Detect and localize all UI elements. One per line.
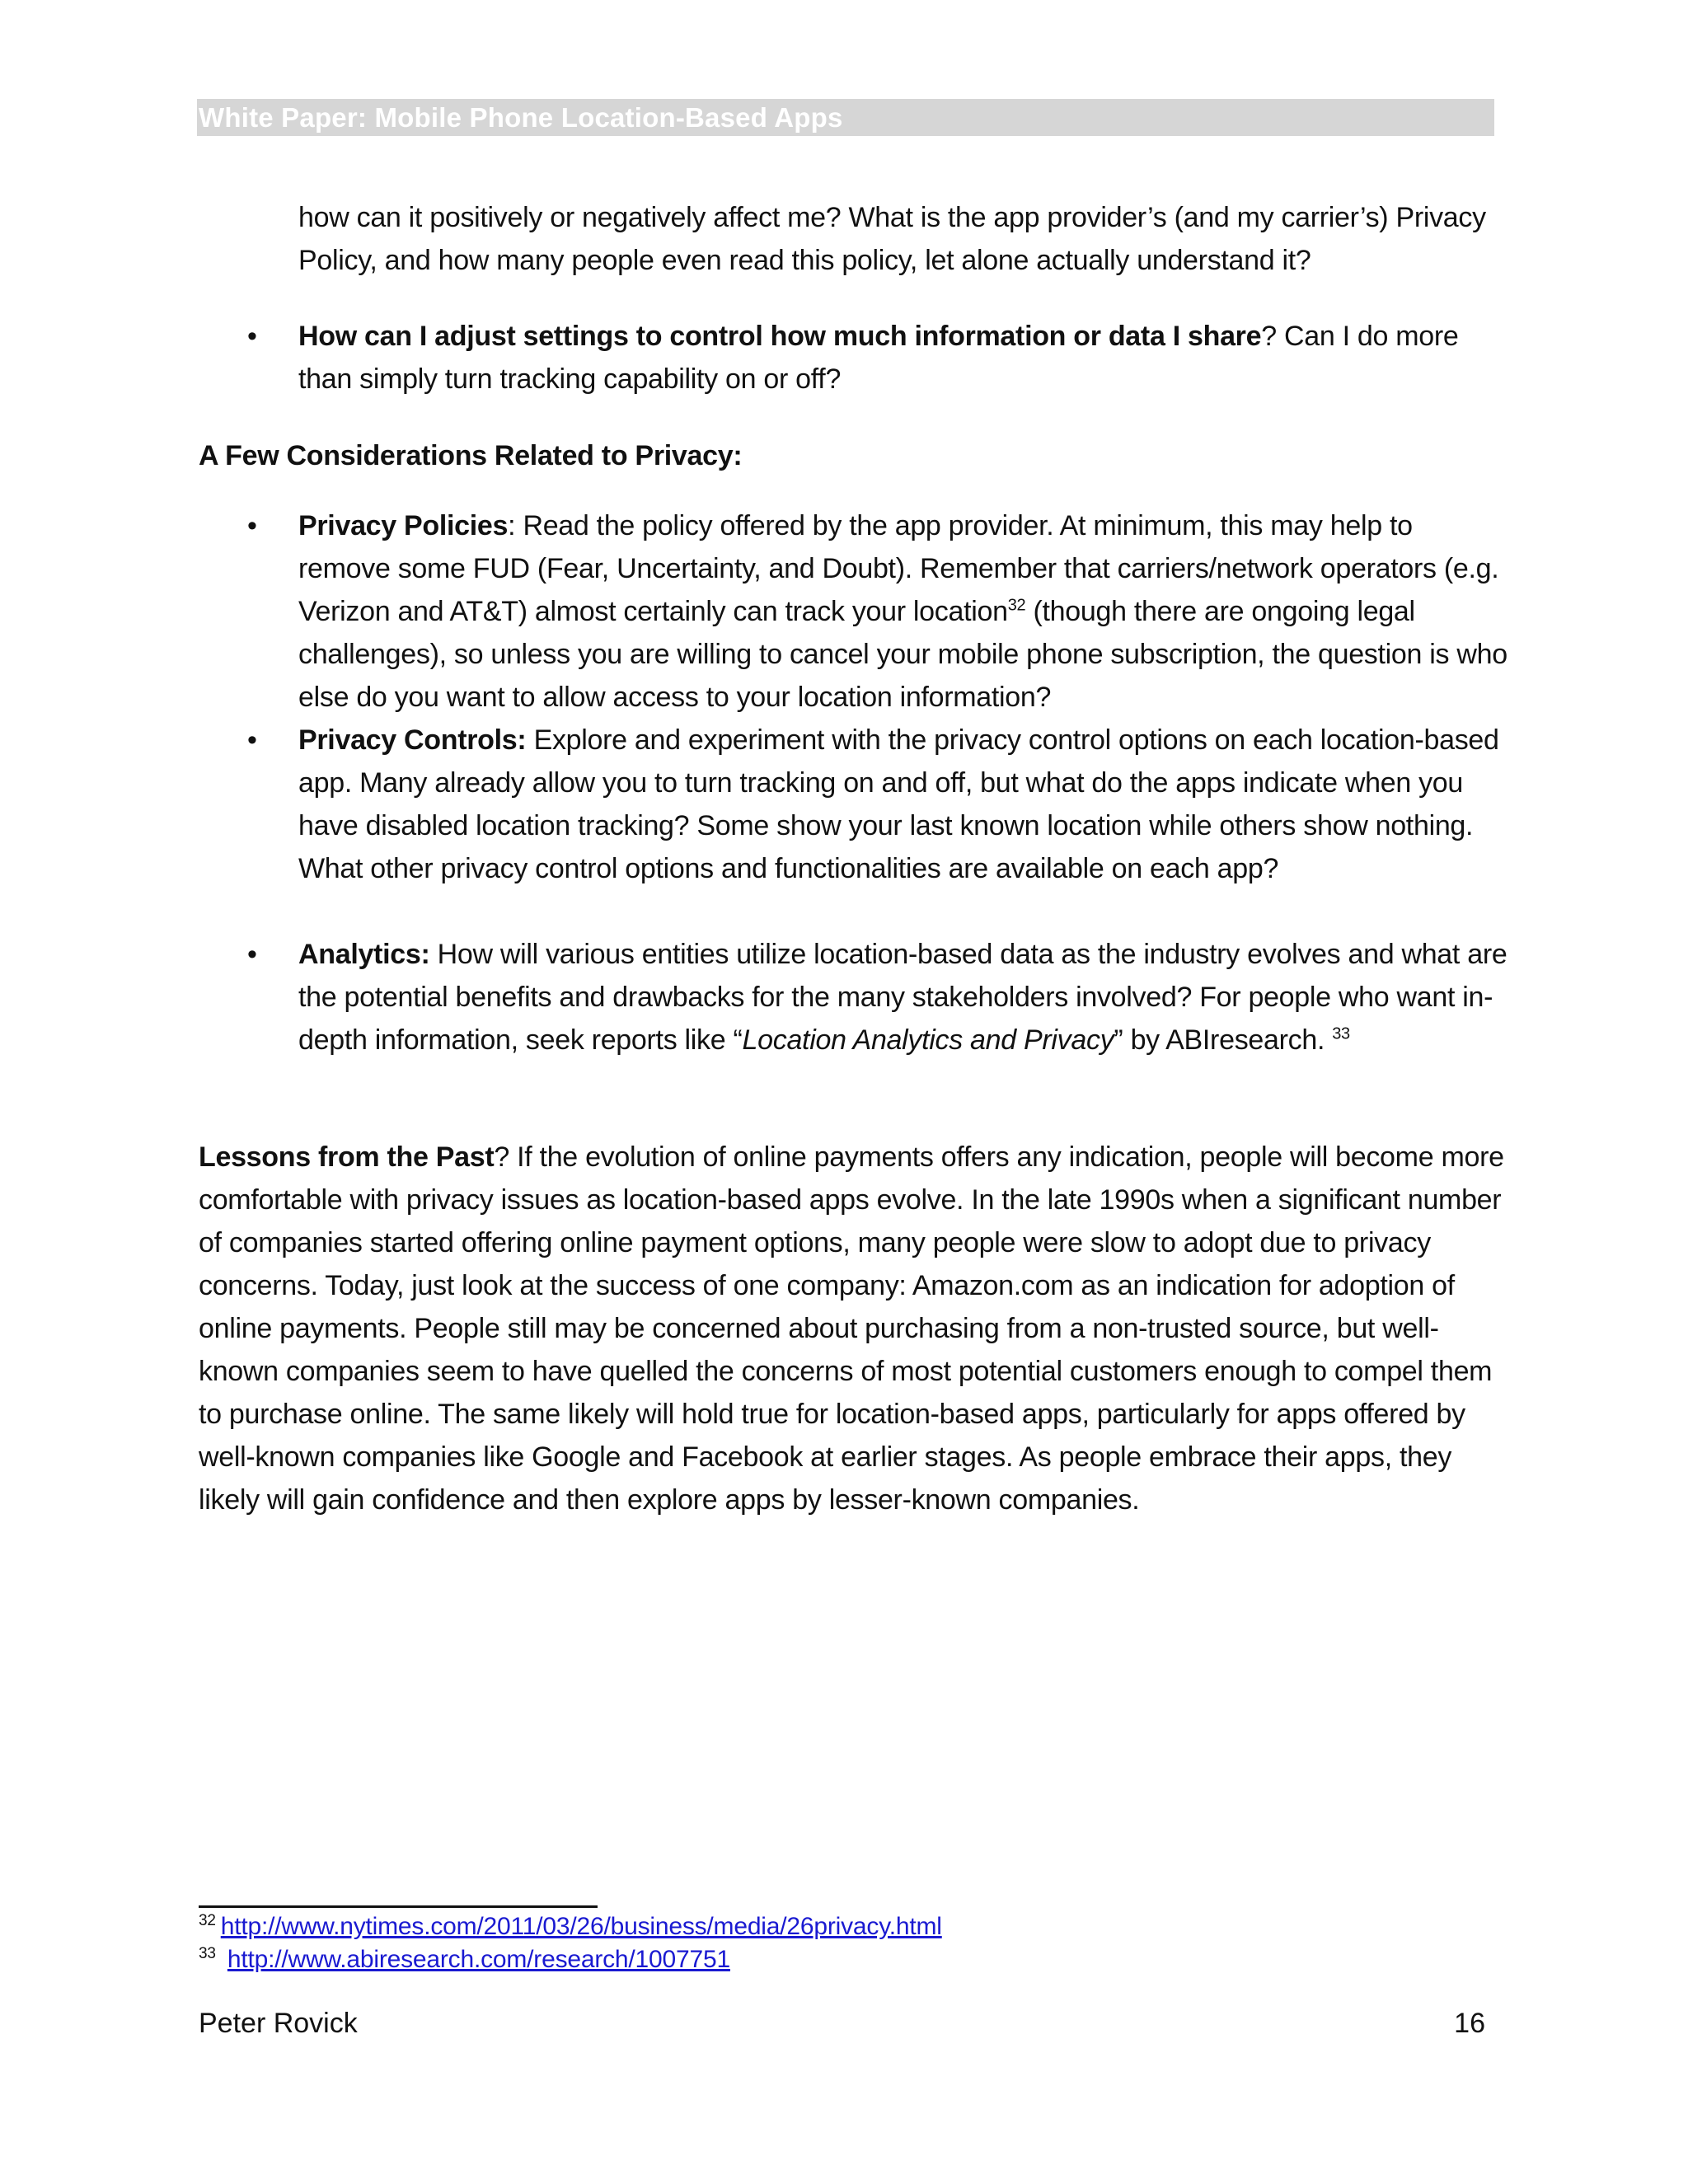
bullet-bold-lead: Privacy Policies	[298, 510, 509, 541]
footnote-ref-32: 32	[1007, 596, 1026, 615]
report-title-italic: Location Analytics and Privacy	[742, 1024, 1114, 1056]
bullet-text: How will various entities utilize location-based data as the industry evolves and what are the potential benefits and drawbacks for the many stakeholders involved? For people who want in-depth information, seek reports like “	[298, 939, 1507, 1056]
bullet-bold-lead: How can I adjust settings to control how much information or data I share	[298, 321, 1262, 352]
lessons-paragraph	[199, 1136, 1511, 1521]
bullet-marker: •	[247, 321, 257, 352]
lessons-bold-lead: Lessons from the Past	[199, 1141, 495, 1173]
bullet-marker: •	[247, 724, 257, 756]
footnote-link-abiresearch[interactable]: http://www.abiresearch.com/research/1007751	[227, 1946, 730, 1973]
continued-bullet-text: how can it positively or negatively affect me? What is the app provider’s (and my carrier’s) Privacy Policy, and how many people even read this policy, let alone actually understand it?	[298, 202, 1486, 276]
footnote-separator	[199, 1905, 598, 1908]
bullet-adjust-settings	[247, 315, 1510, 401]
bullet-privacy-controls	[247, 719, 1510, 890]
bullet-text: ? Can I do more than simply turn tracking capability on or off?	[298, 321, 1459, 395]
footnote-32	[199, 1910, 942, 1943]
footer-author: Peter Rovick	[199, 2008, 358, 2039]
bullet-privacy-policies	[247, 504, 1510, 719]
bullet-bold-lead: Analytics:	[298, 939, 430, 970]
bullet-text: : Read the policy offered by the app provider. At minimum, this may help to remove some FUD (Fear, Uncertainty, and Doubt). Remember that carriers/network operators (e.g. Verizon and AT&T) almost certainly can track your location	[298, 510, 1499, 627]
bullet-text-cont: (though there are ongoing legal challenges), so unless you are willing to cancel your mobile phone subscription, the question is who else do you want to allow access to your location information?	[298, 596, 1507, 713]
bullet-marker: •	[247, 510, 257, 541]
bullet-analytics	[247, 933, 1510, 1062]
running-header-title: White Paper: Mobile Phone Location-Based Apps	[199, 102, 843, 133]
bullet-text-cont: ” by ABIresearch.	[1114, 1024, 1333, 1056]
section-heading-privacy: A Few Considerations Related to Privacy:	[199, 440, 743, 471]
footnote-link-nytimes[interactable]: http://www.nytimes.com/2011/03/26/business/media/26privacy.html	[220, 1913, 942, 1940]
bullet-bold-lead: Privacy Controls:	[298, 724, 527, 756]
bullet-text: Explore and experiment with the privacy control options on each location-based app. Many already allow you to turn tracking on and off, but what do the apps indicate when you have disabled location tracking? Some show your last known location while others show nothing. What other privacy control options and functionalities are available on each app?	[298, 724, 1499, 884]
footer-page-number: 16	[1454, 2008, 1485, 2039]
lessons-text: ? If the evolution of online payments offers any indication, people will become more comfortable with privacy issues as location-based apps evolve. In the late 1990s when a significant number of companies started offering online payment options, many people were slow to adopt due to privacy concerns. Today, just look at the success of one company: Amazon.com as an indication for adoption of online payments. People still may be concerned about purchasing from a non-trusted source, but well-known companies seem to have quelled the concerns of most potential customers enough to compel them to purchase online. The same likely will hold true for location-based apps, particularly for apps offered by well-known companies like Google and Facebook at earlier stages. As people embrace their apps, they likely will gain confidence and then explore apps by lesser-known companies.	[199, 1141, 1504, 1516]
bullet-marker: •	[247, 939, 257, 970]
footnote-number: 33	[199, 1945, 216, 1962]
footnote-33	[199, 1943, 730, 1976]
footnote-ref-33: 33	[1332, 1024, 1350, 1043]
footnote-number: 32	[199, 1912, 216, 1929]
